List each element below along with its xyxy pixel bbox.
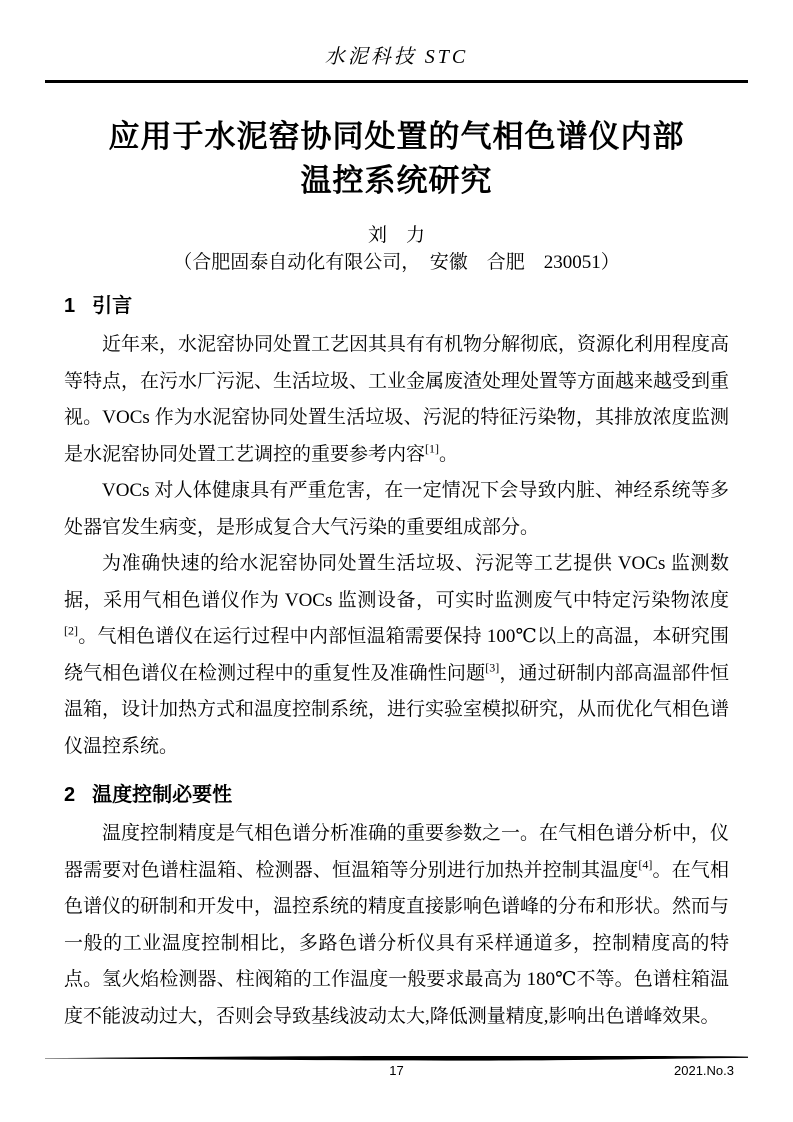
- footer-row: [45, 1062, 748, 1080]
- page-number: 17: [389, 1063, 404, 1078]
- journal-title: 水泥科技 STC: [324, 46, 469, 68]
- paragraph: 为准确快速的给水泥窑协同处置生活垃圾、污泥等工艺提供 VOCs 监测数据，采用气相色谱仪作为 VOCs 监测设备，可实时监测废气中特定污染物浓度[2]。气相色谱仪在运行过程中内部恒温箱需要保持 100℃以上的高温，本研究围绕气相色谱仪在检测过程中的重复性及准确性问题[3]，通过研制内部高温部件恒温箱，设计加热方式和温度控制系统，进行实验室模拟研究，从而优化气相色谱仪温控系统。: [64, 553, 730, 757]
- header-divider-line: [45, 80, 748, 83]
- paragraph: 近年来，水泥窑协同处置工艺因其具有有机物分解彻底，资源化利用程度高等特点，在污水厂污泥、生活垃圾、工业金属废渣处理处置等方面越来越受到重视。VOCs 作为水泥窑协同处置生活垃圾、污泥的特征污染物，其排放浓度监测是水泥窑协同处置工艺调控的重要参考内容[1]。: [64, 334, 730, 465]
- issue-label: 2021.No.3: [674, 1063, 734, 1078]
- reference-marker: [2]: [64, 623, 78, 638]
- reference-marker: [4]: [638, 857, 653, 872]
- article-title: [64, 115, 729, 203]
- page-footer: [45, 1054, 748, 1080]
- paragraph: VOCs 对人体健康具有严重危害，在一定情况下会导致内脏、神经系统等多处器官发生病变，是形成复合大气污染的重要组成部分。: [64, 480, 729, 538]
- section-title: 引言: [92, 295, 133, 317]
- article-title-line1: 应用于水泥窑协同处置的气相色谱仪内部: [108, 119, 685, 154]
- paragraph: 温度控制精度是气相色谱分析准确的重要参数之一。在气相色谱分析中，仪器需要对色谱柱温箱、检测器、恒温箱等分别进行加热并控制其温度[4]。在气相色谱仪的研制和开发中，温控系统的精度直接影响色谱峰的分布和形状。然而与一般的工业温度控制相比，多路色谱分析仪具有采样通道多，控制精度高的特点。氢火焰检测器、柱阀箱的工作温度一般要求最高为 180℃不等。色谱柱箱温度不能波动过大，否则会导致基线波动太大,降低测量精度,影响出色谱峰效果。: [64, 823, 730, 1027]
- section-heading: [64, 781, 729, 809]
- section-heading: [64, 292, 729, 320]
- reference-marker: [1]: [425, 441, 440, 456]
- article-title-line2: 温控系统研究: [300, 163, 493, 198]
- section-number: 1: [64, 295, 76, 317]
- author-affiliation: （合肥固泰自动化有限公司， 安徽 合肥 230051）: [173, 252, 620, 273]
- reference-marker: [3]: [485, 660, 500, 675]
- footer-divider-line: [45, 1054, 748, 1062]
- section-number: 2: [64, 784, 76, 806]
- article-body: [64, 292, 729, 1035]
- section-title: 温度控制必要性: [92, 784, 233, 806]
- author-name: 刘 力: [367, 225, 425, 246]
